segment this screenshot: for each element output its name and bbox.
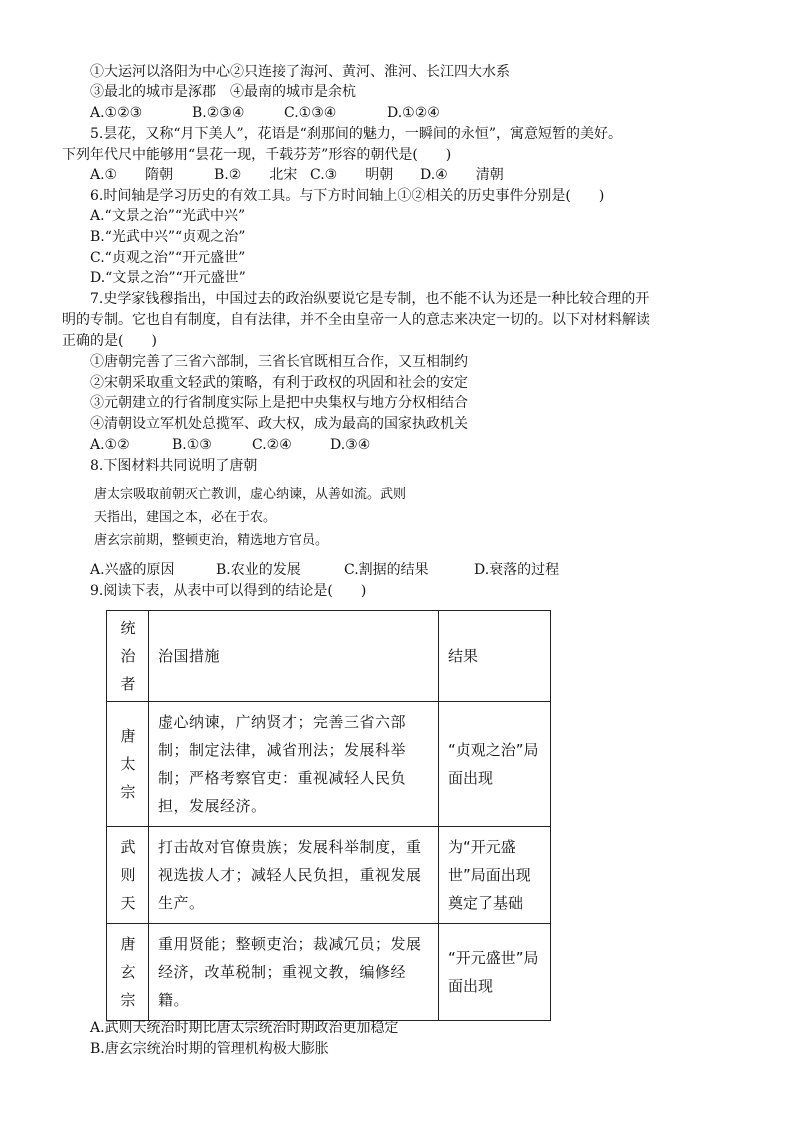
header-result: 结果 [439, 611, 551, 702]
q8-option-d[interactable]: D.衰落的过程 [474, 562, 560, 578]
ruler-cell: 唐太宗 [107, 702, 149, 827]
q7-stem-2: 明的专制。它也自有制度，自有法律，并不全由皇帝一人的意志来决定一切的。以下对材料解读 [62, 312, 650, 328]
header-measures: 治国措施 [149, 611, 439, 702]
q4-option-b[interactable]: B.②③④ [192, 105, 245, 121]
q5-option-c[interactable]: C.③ 明朝 [310, 167, 394, 183]
table-row [107, 827, 551, 924]
measures-cell: 打击故对官僚贵族；发展科举制度，重视选拔人才；减轻人民负担，重视发展生产。 [149, 827, 439, 924]
q8-option-a[interactable]: A.兴盛的原因 [90, 562, 175, 578]
header-ruler: 统治者 [107, 611, 149, 702]
q4-option-c[interactable]: C.①③④ [284, 105, 337, 121]
q6-option-b[interactable]: B.“光武中兴”“贞观之治” [90, 229, 246, 245]
q8-material-line-3: 唐玄宗前期，整顿吏治，精选地方官员。 [94, 533, 329, 548]
result-cell: “开元盛世”局面出现 [439, 924, 551, 1021]
q7-option-b[interactable]: B.①③ [172, 437, 212, 453]
q6-option-a[interactable]: A.“文景之治”“光武中兴” [90, 208, 246, 224]
q8-stem: 8.下图材料共同说明了唐朝 [90, 458, 258, 474]
ruler-cell: 唐玄宗 [107, 924, 149, 1021]
q4-option-d[interactable]: D.①②④ [387, 105, 440, 121]
q9-stem: 9.阅读下表，从表中可以得到的结论是( ) [90, 583, 367, 599]
q6-option-d[interactable]: D.“文景之治”“开元盛世” [90, 270, 246, 286]
q4-options [90, 103, 440, 123]
measures-cell: 重用贤能；整顿吏治；裁减冗员；发展经济，改革税制；重视文教，编修经籍。 [149, 924, 439, 1021]
q7-option-c[interactable]: C.②④ [252, 437, 292, 453]
q7-stem-3: 正确的是( ) [62, 333, 157, 349]
q7-item-2: ②宋朝采取重文轻武的策略，有利于政权的巩固和社会的安定 [90, 375, 468, 391]
q4-option-a[interactable]: A.①②③ [90, 105, 143, 121]
q5-option-d[interactable]: D.④ 清朝 [420, 167, 504, 183]
q5-stem-1: 5.昙花，又称“月下美人”，花语是“刹那间的魅力，一瞬间的永恒”，寓意短暂的美好。 [90, 126, 622, 142]
q7-item-1: ①唐朝完善了三省六部制，三省长官既相互合作，又互相制约 [90, 354, 468, 370]
q5-option-a[interactable]: A.① 隋朝 [90, 167, 174, 183]
q9-option-b[interactable]: B.唐玄宗统治时期的管理机构极大膨胀 [90, 1041, 329, 1057]
result-cell: “贞观之治”局面出现 [439, 702, 551, 827]
q8-option-b[interactable]: B.农业的发展 [216, 562, 301, 578]
q7-option-a[interactable]: A.①② [90, 437, 130, 453]
q5-options [90, 165, 504, 185]
q6-option-c[interactable]: C.“贞观之治”“开元盛世” [90, 250, 246, 266]
q5-option-b[interactable]: B.② 北宋 [214, 167, 298, 183]
result-cell: 为“开元盛世”局面出现奠定了基础 [439, 827, 551, 924]
rulers-table [106, 610, 551, 1021]
q7-item-4: ④清朝设立军机处总揽军、政大权，成为最高的国家执政机关 [90, 416, 468, 432]
table-row [107, 924, 551, 1021]
q8-material-line-1: 唐太宗吸取前朝灭亡教训，虚心纳谏，从善如流。武则 [94, 487, 407, 502]
q7-option-d[interactable]: D.③④ [330, 437, 371, 453]
q8-option-c[interactable]: C.割据的结果 [344, 562, 429, 578]
ruler-cell: 武则天 [107, 827, 149, 924]
q7-item-3: ③元朝建立的行省制度实际上是把中央集权与地方分权相结合 [90, 395, 468, 411]
q6-stem: 6.时间轴是学习历史的有效工具。与下方时间轴上①②相关的历史事件分别是( ) [90, 188, 605, 204]
table-header-row [107, 611, 551, 702]
q4-line-1: ①大运河以洛阳为中心②只连接了海河、黄河、淮河、长江四大水系 [90, 64, 510, 80]
q8-material-line-2: 天指出，建国之本，必在于农。 [94, 510, 277, 525]
table-row [107, 702, 551, 827]
q5-stem-2: 下列年代尺中能够用“昙花一现，千载芬芳”形容的朝代是( ) [62, 147, 452, 163]
q8-options [90, 560, 559, 580]
q7-stem-1: 7.史学家钱穆指出，中国过去的政治纵要说它是专制，也不能不认为还是一种比较合理的开 [90, 291, 650, 307]
measures-cell: 虚心纳谏，广纳贤才；完善三省六部制；制定法律，减省刑法；发展科举制；严格考察官吏：重视减轻人民负担，发展经济。 [149, 702, 439, 827]
q7-options [90, 435, 370, 455]
q9-option-a[interactable]: A.武则天统治时期比唐太宗统治时期政治更加稳定 [90, 1020, 399, 1036]
q4-line-2: ③最北的城市是涿郡 ④最南的城市是余杭 [90, 84, 356, 100]
